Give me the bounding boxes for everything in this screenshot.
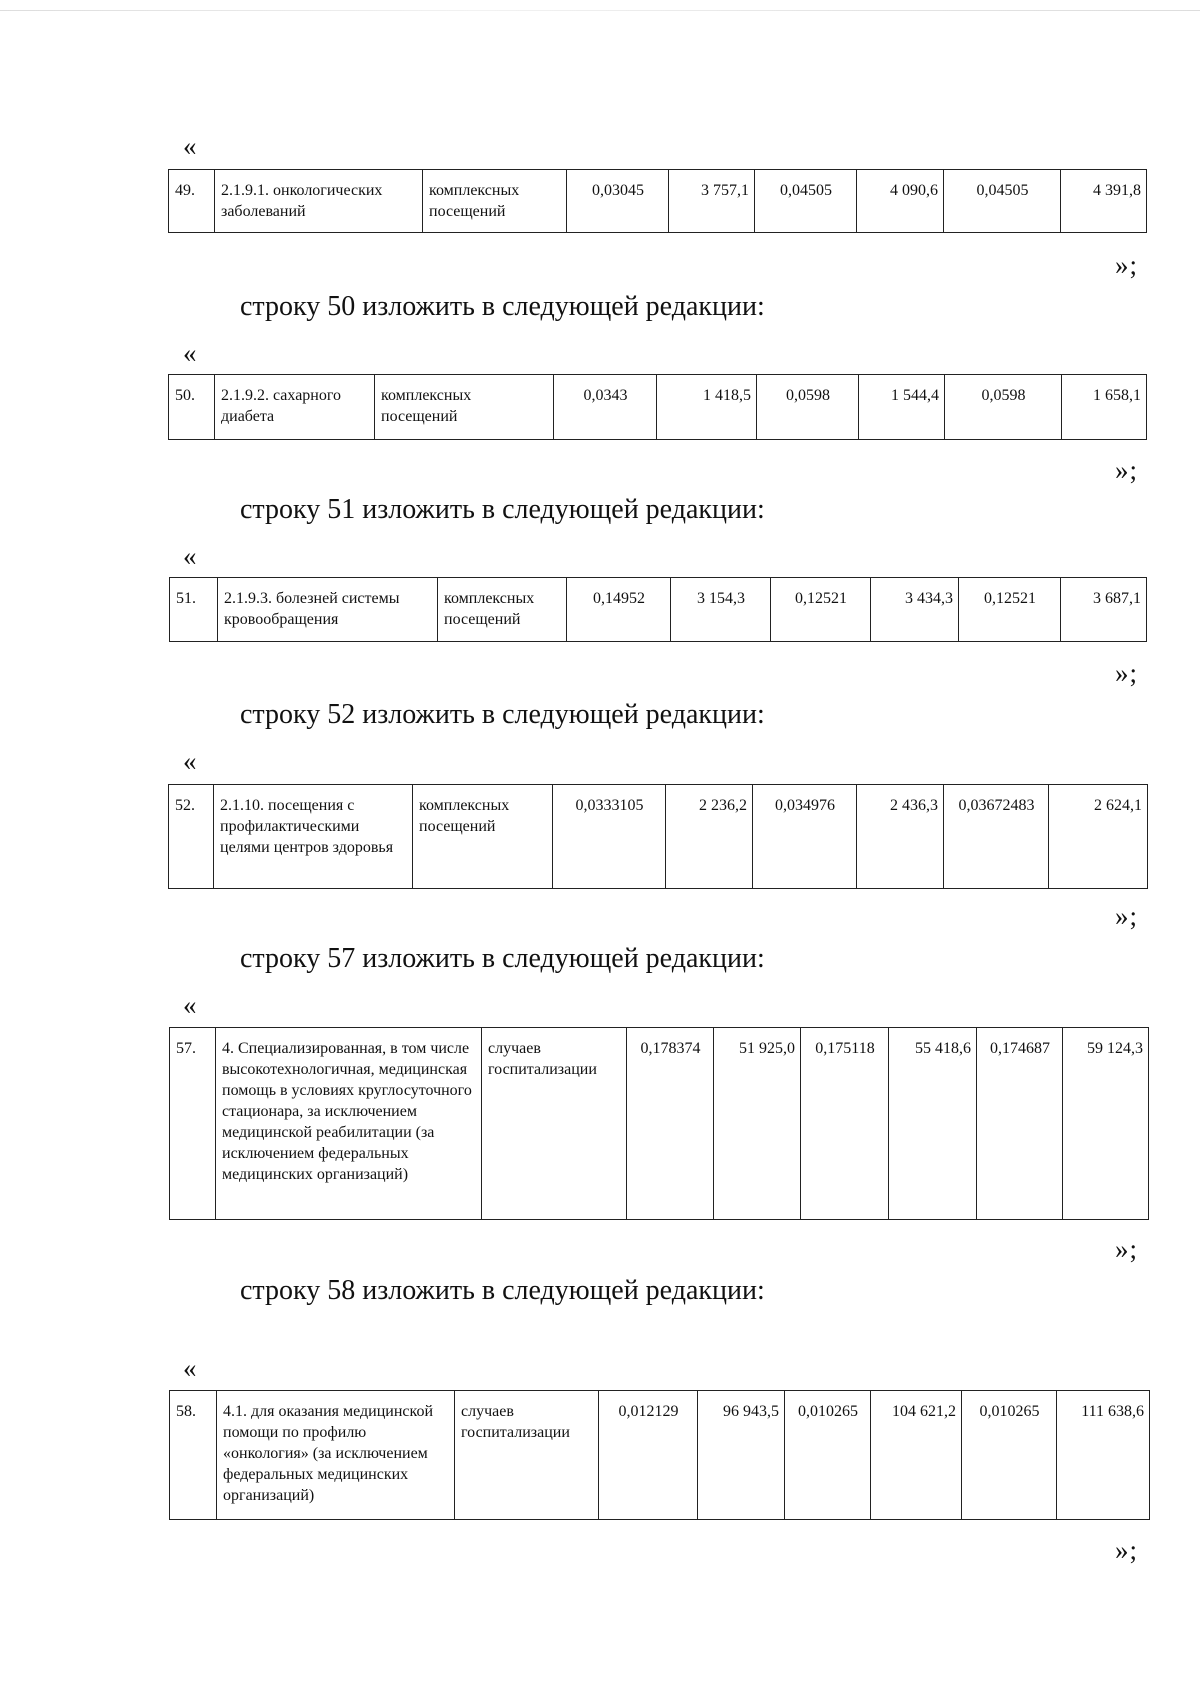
value-1: 0,178374 (627, 1028, 714, 1220)
value-1: 0,012129 (599, 1391, 698, 1520)
open-quote: « (183, 746, 197, 776)
value-5: 0,174687 (977, 1028, 1063, 1220)
table-row-58 (169, 1390, 1150, 1520)
value-4: 4 090,6 (857, 170, 944, 233)
row-name: 2.1.9.2. сахарного диабета (215, 375, 375, 440)
value-3: 0,175118 (801, 1028, 889, 1220)
close-quote: »; (1115, 658, 1139, 688)
value-6: 2 624,1 (1049, 785, 1148, 889)
row-unit: случаев госпитализации (482, 1028, 627, 1220)
table-row-57 (169, 1027, 1149, 1220)
value-3: 0,0598 (757, 375, 859, 440)
value-4: 104 621,2 (871, 1391, 962, 1520)
value-5: 0,010265 (962, 1391, 1057, 1520)
value-6: 1 658,1 (1062, 375, 1147, 440)
row-name: 2.1.9.3. болезней системы кровообращения (218, 578, 438, 642)
close-quote: »; (1115, 901, 1139, 931)
instruction-row-52: строку 52 изложить в следующей редакции: (240, 699, 765, 730)
row-number: 50. (169, 375, 215, 440)
scan-edge-line (0, 10, 1200, 11)
table-row-50 (168, 374, 1147, 440)
value-3: 0,12521 (771, 578, 871, 642)
value-5: 0,03672483 (944, 785, 1049, 889)
open-quote: « (183, 131, 197, 161)
value-5: 0,0598 (945, 375, 1062, 440)
row-name: 2.1.9.1. онкологических заболеваний (215, 170, 423, 233)
open-quote: « (183, 338, 197, 368)
row-unit: комплексных посещений (413, 785, 553, 889)
value-1: 0,0343 (554, 375, 657, 440)
instruction-row-57: строку 57 изложить в следующей редакции: (240, 943, 765, 974)
close-quote: »; (1115, 455, 1139, 485)
row-number: 57. (170, 1028, 216, 1220)
value-3: 0,034976 (753, 785, 857, 889)
value-6: 111 638,6 (1057, 1391, 1150, 1520)
value-5: 0,04505 (944, 170, 1061, 233)
value-2: 51 925,0 (714, 1028, 801, 1220)
row-unit: комплексных посещений (423, 170, 567, 233)
row-name: 4. Специализированная, в том числе высокотехнологичная, медицинская помощь в условиях круглосуточного стационара, за исключением медицинской реабилитации (за исключением федеральных медицинских организаций) (216, 1028, 482, 1220)
open-quote: « (183, 1353, 197, 1383)
value-5: 0,12521 (959, 578, 1061, 642)
value-3: 0,010265 (785, 1391, 871, 1520)
value-2: 1 418,5 (657, 375, 757, 440)
row-number: 58. (170, 1391, 217, 1520)
open-quote: « (183, 541, 197, 571)
value-4: 3 434,3 (871, 578, 959, 642)
instruction-row-51: строку 51 изложить в следующей редакции: (240, 494, 765, 525)
value-2: 3 757,1 (669, 170, 755, 233)
table-row-51 (169, 577, 1147, 642)
close-quote: »; (1115, 250, 1139, 280)
table-row-49 (168, 169, 1147, 233)
row-unit: комплексных посещений (438, 578, 567, 642)
row-number: 51. (170, 578, 218, 642)
value-1: 0,14952 (567, 578, 671, 642)
table-row-52 (168, 784, 1148, 889)
instruction-row-58: строку 58 изложить в следующей редакции: (240, 1275, 765, 1306)
open-quote: « (183, 990, 197, 1020)
row-name: 4.1. для оказания медицинской помощи по профилю «онкология» (за исключением федеральных медицинских организаций) (217, 1391, 455, 1520)
row-unit: случаев госпитализации (455, 1391, 599, 1520)
close-quote: »; (1115, 1535, 1139, 1565)
row-number: 52. (169, 785, 214, 889)
value-1: 0,0333105 (553, 785, 666, 889)
value-4: 1 544,4 (859, 375, 945, 440)
row-name: 2.1.10. посещения с профилактическими целями центров здоровья (214, 785, 413, 889)
value-4: 2 436,3 (857, 785, 944, 889)
value-1: 0,03045 (567, 170, 669, 233)
value-4: 55 418,6 (889, 1028, 977, 1220)
value-2: 2 236,2 (666, 785, 753, 889)
row-unit: комплексных посещений (375, 375, 554, 440)
value-6: 59 124,3 (1063, 1028, 1149, 1220)
close-quote: »; (1115, 1234, 1139, 1264)
value-2: 3 154,3 (671, 578, 771, 642)
value-2: 96 943,5 (698, 1391, 785, 1520)
value-6: 3 687,1 (1061, 578, 1147, 642)
value-3: 0,04505 (755, 170, 857, 233)
row-number: 49. (169, 170, 215, 233)
instruction-row-50: строку 50 изложить в следующей редакции: (240, 291, 765, 322)
value-6: 4 391,8 (1061, 170, 1147, 233)
